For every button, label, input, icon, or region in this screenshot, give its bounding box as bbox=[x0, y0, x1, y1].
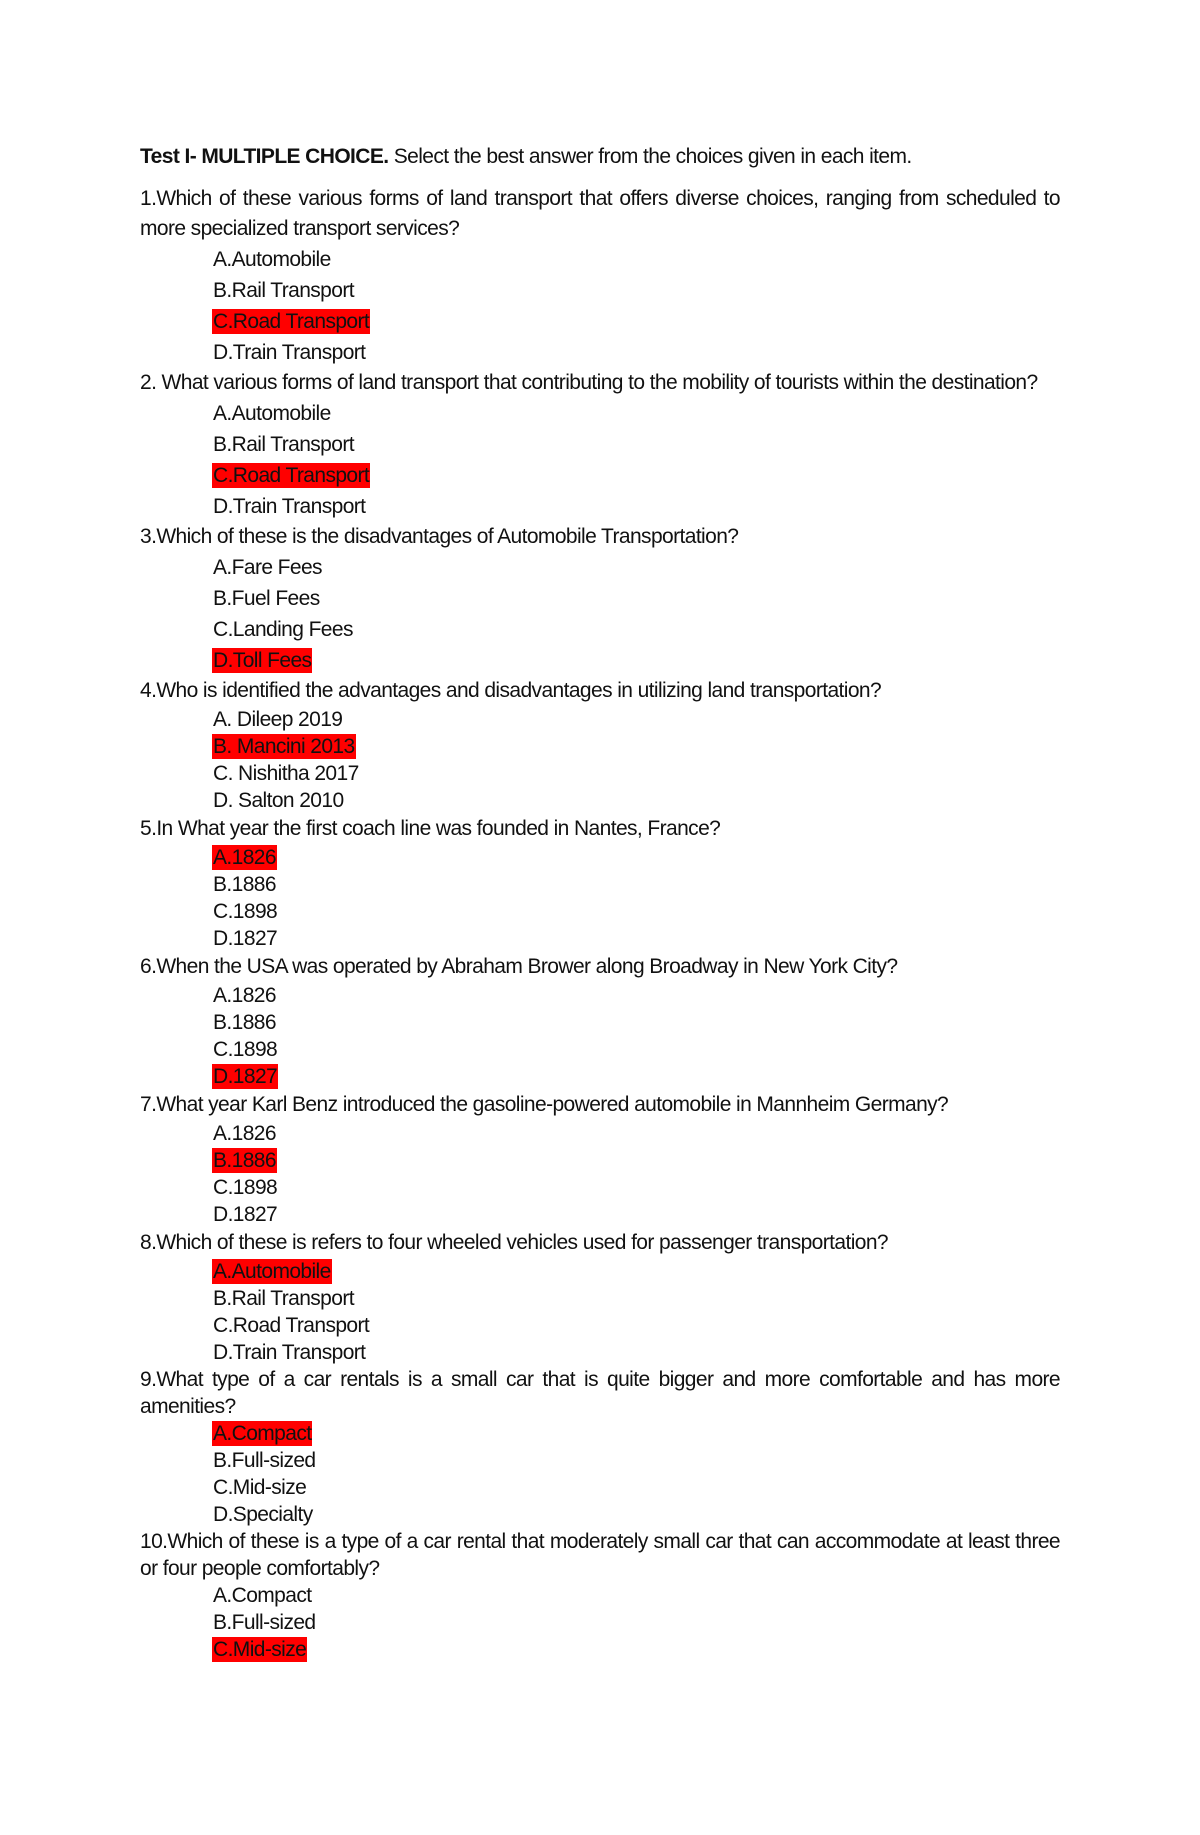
question-text: 4.Who is identified the advantages and disadvantages in utilizing land transportation? bbox=[140, 679, 882, 702]
question-block bbox=[140, 1228, 1060, 1366]
answer-option bbox=[212, 1201, 1060, 1228]
answer-option bbox=[212, 982, 1060, 1009]
answer-option bbox=[212, 1009, 1060, 1036]
option-label: D.Toll Fees bbox=[213, 649, 312, 672]
answer-option bbox=[212, 898, 1060, 925]
answer-option bbox=[212, 1501, 1060, 1528]
question-text: 2. What various forms of land transport that contributing to the mobility of tourists within the destination? bbox=[140, 371, 1038, 394]
answer-option-highlighted bbox=[212, 1420, 1060, 1447]
answer-option bbox=[212, 429, 1060, 460]
option-label: C.Road Transport bbox=[213, 1314, 370, 1337]
answer-option-highlighted bbox=[212, 1063, 1060, 1090]
option-label: A.Automobile bbox=[213, 248, 331, 271]
question-block bbox=[140, 1528, 1060, 1663]
option-label: C. Nishitha 2017 bbox=[213, 762, 359, 785]
answer-option bbox=[212, 275, 1060, 306]
option-list bbox=[140, 398, 1060, 522]
question-block bbox=[140, 1366, 1060, 1528]
test-heading bbox=[140, 140, 1060, 174]
answer-option bbox=[212, 552, 1060, 583]
question-block bbox=[140, 368, 1060, 522]
option-label: B.Rail Transport bbox=[213, 1287, 354, 1310]
test-heading-bold: Test I- MULTIPLE CHOICE. bbox=[140, 145, 389, 168]
question-text: 3.Which of these is the disadvantages of Automobile Transportation? bbox=[140, 525, 739, 548]
answer-option bbox=[212, 1474, 1060, 1501]
option-list bbox=[140, 844, 1060, 952]
question-text: 10.Which of these is a type of a car rental that moderately small car that can accommodate at least three or four people comfortably? bbox=[140, 1530, 1060, 1580]
answer-option bbox=[212, 787, 1060, 814]
answer-option bbox=[212, 1609, 1060, 1636]
answer-option bbox=[212, 1339, 1060, 1366]
option-label: C.1898 bbox=[213, 1176, 278, 1199]
answer-option-highlighted bbox=[212, 645, 1060, 676]
option-label: D.1827 bbox=[213, 1065, 278, 1088]
question-text: 5.In What year the first coach line was founded in Nantes, France? bbox=[140, 817, 721, 840]
question-block bbox=[140, 814, 1060, 952]
question-block bbox=[140, 522, 1060, 676]
answer-option bbox=[212, 614, 1060, 645]
option-label: C.Landing Fees bbox=[213, 618, 353, 641]
option-label: A.Compact bbox=[213, 1422, 312, 1445]
option-label: D.Train Transport bbox=[213, 341, 366, 364]
test-heading-instruction: Select the best answer from the choices given in each item. bbox=[388, 145, 912, 168]
option-list bbox=[140, 982, 1060, 1090]
option-label: B.1886 bbox=[213, 873, 276, 896]
answer-option bbox=[212, 1036, 1060, 1063]
answer-option bbox=[212, 1312, 1060, 1339]
option-label: B.Fuel Fees bbox=[213, 587, 320, 610]
answer-option bbox=[212, 1447, 1060, 1474]
answer-option-highlighted bbox=[212, 844, 1060, 871]
answer-option bbox=[212, 760, 1060, 787]
option-label: A.1826 bbox=[213, 846, 276, 869]
answer-option bbox=[212, 1120, 1060, 1147]
option-label: B.Full-sized bbox=[213, 1611, 316, 1634]
answer-option-highlighted bbox=[212, 1258, 1060, 1285]
option-label: D.1827 bbox=[213, 927, 278, 950]
question-block bbox=[140, 676, 1060, 814]
option-list bbox=[140, 1582, 1060, 1663]
option-label: C.Road Transport bbox=[213, 464, 370, 487]
option-label: A.1826 bbox=[213, 984, 276, 1007]
answer-option-highlighted bbox=[212, 733, 1060, 760]
option-label: D.Specialty bbox=[213, 1503, 313, 1526]
option-list bbox=[140, 244, 1060, 368]
option-label: C.Mid-size bbox=[213, 1476, 307, 1499]
option-list bbox=[140, 1420, 1060, 1528]
option-label: D. Salton 2010 bbox=[213, 789, 344, 812]
answer-option bbox=[212, 1174, 1060, 1201]
question-text: 9.What type of a car rentals is a small car that is quite bigger and more comfortable and has more amenities? bbox=[140, 1368, 1060, 1418]
option-label: C.Mid-size bbox=[213, 1638, 307, 1661]
option-label: C.Road Transport bbox=[213, 310, 370, 333]
option-label: B.Full-sized bbox=[213, 1449, 316, 1472]
option-label: B.Rail Transport bbox=[213, 433, 354, 456]
answer-option bbox=[212, 583, 1060, 614]
answer-option bbox=[212, 398, 1060, 429]
answer-option-highlighted bbox=[212, 460, 1060, 491]
answer-option bbox=[212, 1582, 1060, 1609]
option-label: C.1898 bbox=[213, 1038, 278, 1061]
question-text: 1.Which of these various forms of land transport that offers diverse choices, ranging from scheduled to more specialized transport services? bbox=[140, 187, 1060, 240]
answer-option-highlighted bbox=[212, 306, 1060, 337]
answer-option bbox=[212, 871, 1060, 898]
option-label: A.1826 bbox=[213, 1122, 276, 1145]
option-label: A.Fare Fees bbox=[213, 556, 322, 579]
answer-option bbox=[212, 337, 1060, 368]
question-block bbox=[140, 184, 1060, 368]
answer-option bbox=[212, 1285, 1060, 1312]
exam-document bbox=[140, 140, 1060, 1663]
option-label: C.1898 bbox=[213, 900, 278, 923]
option-list bbox=[140, 706, 1060, 814]
option-list bbox=[140, 552, 1060, 676]
question-list bbox=[140, 184, 1060, 1663]
question-text: 8.Which of these is refers to four wheeled vehicles used for passenger transportation? bbox=[140, 1231, 889, 1254]
option-list bbox=[140, 1258, 1060, 1366]
answer-option bbox=[212, 491, 1060, 522]
option-label: D.Train Transport bbox=[213, 1341, 366, 1364]
answer-option bbox=[212, 706, 1060, 733]
option-label: B.1886 bbox=[213, 1011, 276, 1034]
answer-option-highlighted bbox=[212, 1147, 1060, 1174]
question-text: 6.When the USA was operated by Abraham Brower along Broadway in New York City? bbox=[140, 955, 898, 978]
option-label: B.1886 bbox=[213, 1149, 276, 1172]
answer-option bbox=[212, 244, 1060, 275]
option-label: B.Rail Transport bbox=[213, 279, 354, 302]
option-label: A.Compact bbox=[213, 1584, 312, 1607]
option-list bbox=[140, 1120, 1060, 1228]
option-label: A. Dileep 2019 bbox=[213, 708, 343, 731]
question-block bbox=[140, 1090, 1060, 1228]
option-label: D.Train Transport bbox=[213, 495, 366, 518]
answer-option bbox=[212, 925, 1060, 952]
option-label: B. Mancini 2013 bbox=[213, 735, 355, 758]
answer-option-highlighted bbox=[212, 1636, 1060, 1663]
option-label: D.1827 bbox=[213, 1203, 278, 1226]
option-label: A.Automobile bbox=[213, 402, 331, 425]
question-block bbox=[140, 952, 1060, 1090]
question-text: 7.What year Karl Benz introduced the gasoline-powered automobile in Mannheim Germany? bbox=[140, 1093, 949, 1116]
option-label: A.Automobile bbox=[213, 1260, 331, 1283]
